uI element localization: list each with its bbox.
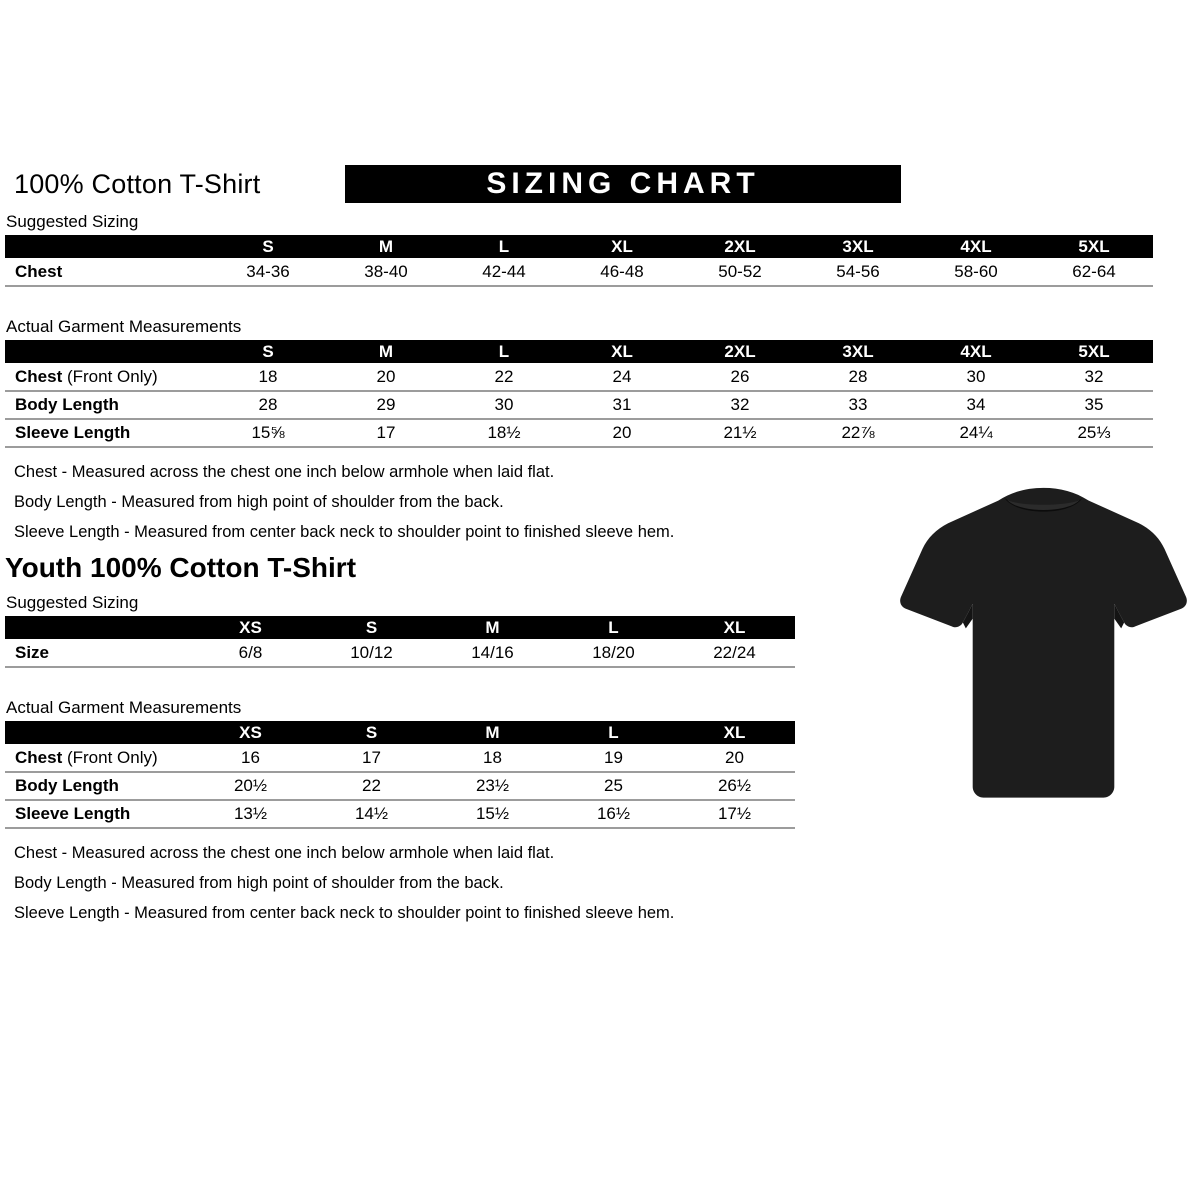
value-cell: 17 (311, 744, 432, 772)
column-header: XL (674, 616, 795, 639)
value-cell: 33 (799, 391, 917, 419)
youth-actual-measurements-table (5, 721, 795, 829)
note-chest: Chest - Measured across the chest one inch below armhole when laid flat. (14, 463, 555, 481)
value-cell: 22/24 (674, 639, 795, 667)
youth-title: Youth 100% Cotton T-Shirt (5, 552, 357, 583)
value-cell: 24¼ (917, 419, 1035, 447)
value-cell: 26 (681, 363, 799, 391)
column-header: 3XL (799, 235, 917, 258)
value-cell: 20 (327, 363, 445, 391)
column-header: 5XL (1035, 235, 1153, 258)
youth-actual-measurements-label: Actual Garment Measurements (6, 698, 242, 717)
column-header: L (553, 616, 674, 639)
value-cell: 18 (209, 363, 327, 391)
column-header: XS (190, 721, 311, 744)
value-cell: 20 (674, 744, 795, 772)
value-cell: 30 (917, 363, 1035, 391)
value-cell: 28 (209, 391, 327, 419)
column-header: M (327, 340, 445, 363)
value-cell: 28 (799, 363, 917, 391)
row-label-cell (5, 419, 209, 447)
value-cell: 13½ (190, 800, 311, 828)
table-row (5, 363, 1153, 391)
black-t-shirt-image (896, 478, 1191, 830)
value-cell: 15½ (432, 800, 553, 828)
column-header: S (311, 721, 432, 744)
value-cell: 18 (432, 744, 553, 772)
value-cell: 32 (681, 391, 799, 419)
row-label-note: (Front Only) (62, 366, 158, 386)
value-cell: 14/16 (432, 639, 553, 667)
column-header: 2XL (681, 340, 799, 363)
value-cell: 18/20 (553, 639, 674, 667)
youth-suggested-sizing-label: Suggested Sizing (6, 593, 139, 612)
table-row (5, 258, 1153, 286)
table-header-row (5, 721, 795, 744)
value-cell: 58-60 (917, 258, 1035, 286)
column-header: L (445, 235, 563, 258)
column-header: 4XL (917, 340, 1035, 363)
value-cell: 25⅓ (1035, 419, 1153, 447)
value-cell: 50-52 (681, 258, 799, 286)
value-cell: 17 (327, 419, 445, 447)
adult-suggested-sizing-label: Suggested Sizing (6, 212, 139, 231)
value-cell: 16 (190, 744, 311, 772)
row-label-cell (5, 363, 209, 391)
value-cell: 54-56 (799, 258, 917, 286)
table-row (5, 800, 795, 828)
row-label: Chest (15, 747, 63, 767)
value-cell: 34-36 (209, 258, 327, 286)
row-label: Chest (15, 261, 63, 281)
column-header: XL (674, 721, 795, 744)
table-row (5, 419, 1153, 447)
value-cell: 22 (445, 363, 563, 391)
column-header: S (311, 616, 432, 639)
note-sleeve-length: Sleeve Length - Measured from center back neck to shoulder point to finished sleeve hem. (14, 904, 675, 922)
table-header-row (5, 340, 1153, 363)
value-cell: 34 (917, 391, 1035, 419)
value-cell: 23½ (432, 772, 553, 800)
value-cell: 17½ (674, 800, 795, 828)
value-cell: 46-48 (563, 258, 681, 286)
row-label-header (5, 235, 209, 258)
value-cell: 6/8 (190, 639, 311, 667)
row-label-cell (5, 744, 190, 772)
column-header: 4XL (917, 235, 1035, 258)
column-header: S (209, 340, 327, 363)
column-header: M (432, 721, 553, 744)
row-label: Body Length (15, 776, 119, 795)
value-cell: 15⅝ (209, 419, 327, 447)
page-title: 100% Cotton T-Shirt (14, 169, 261, 199)
value-cell: 20½ (190, 772, 311, 800)
youth-measurement-notes (14, 843, 1155, 923)
value-cell: 18½ (445, 419, 563, 447)
row-label-cell (5, 639, 190, 667)
value-cell: 38-40 (327, 258, 445, 286)
column-header: S (209, 235, 327, 258)
table-row (5, 639, 795, 667)
row-label: Sleeve Length (15, 423, 131, 442)
value-cell: 14½ (311, 800, 432, 828)
t-shirt-graphic (896, 478, 1191, 830)
value-cell: 62-64 (1035, 258, 1153, 286)
value-cell: 21½ (681, 419, 799, 447)
adult-actual-measurements-label: Actual Garment Measurements (6, 317, 242, 336)
value-cell: 19 (553, 744, 674, 772)
column-header: L (445, 340, 563, 363)
column-header: 2XL (681, 235, 799, 258)
value-cell: 16½ (553, 800, 674, 828)
sizing-chart-banner: SIZING CHART (345, 165, 901, 203)
note-body-length: Body Length - Measured from high point of shoulder from the back. (14, 493, 504, 511)
value-cell: 22 (311, 772, 432, 800)
value-cell: 32 (1035, 363, 1153, 391)
column-header: M (432, 616, 553, 639)
value-cell: 22⅞ (799, 419, 917, 447)
table-header-row (5, 235, 1153, 258)
header (0, 165, 1200, 205)
value-cell: 31 (563, 391, 681, 419)
row-label-cell (5, 258, 209, 286)
column-header: XS (190, 616, 311, 639)
value-cell: 35 (1035, 391, 1153, 419)
column-header: M (327, 235, 445, 258)
row-label-header (5, 721, 190, 744)
value-cell: 25 (553, 772, 674, 800)
value-cell: 26½ (674, 772, 795, 800)
value-cell: 10/12 (311, 639, 432, 667)
youth-suggested-sizing-table (5, 616, 795, 668)
row-label-cell (5, 800, 190, 828)
row-label: Size (15, 642, 50, 662)
value-cell: 20 (563, 419, 681, 447)
column-header: XL (563, 340, 681, 363)
note-sleeve-length: Sleeve Length - Measured from center back neck to shoulder point to finished sleeve hem. (14, 523, 675, 541)
table-row (5, 772, 795, 800)
column-header: L (553, 721, 674, 744)
row-label-cell (5, 772, 190, 800)
row-label-note: (Front Only) (62, 747, 158, 767)
row-label: Chest (15, 366, 63, 386)
row-label: Body Length (15, 395, 119, 414)
column-header: 3XL (799, 340, 917, 363)
value-cell: 30 (445, 391, 563, 419)
value-cell: 29 (327, 391, 445, 419)
row-label-header (5, 340, 209, 363)
note-body-length: Body Length - Measured from high point of shoulder from the back. (14, 874, 504, 892)
table-row (5, 391, 1153, 419)
row-label-cell (5, 391, 209, 419)
table-row (5, 744, 795, 772)
adult-actual-measurements-table (5, 340, 1153, 448)
table-header-row (5, 616, 795, 639)
column-header: 5XL (1035, 340, 1153, 363)
row-label-header (5, 616, 190, 639)
adult-suggested-sizing-table (5, 235, 1153, 287)
note-chest: Chest - Measured across the chest one inch below armhole when laid flat. (14, 844, 555, 862)
value-cell: 24 (563, 363, 681, 391)
column-header: XL (563, 235, 681, 258)
row-label: Sleeve Length (15, 804, 131, 823)
value-cell: 42-44 (445, 258, 563, 286)
